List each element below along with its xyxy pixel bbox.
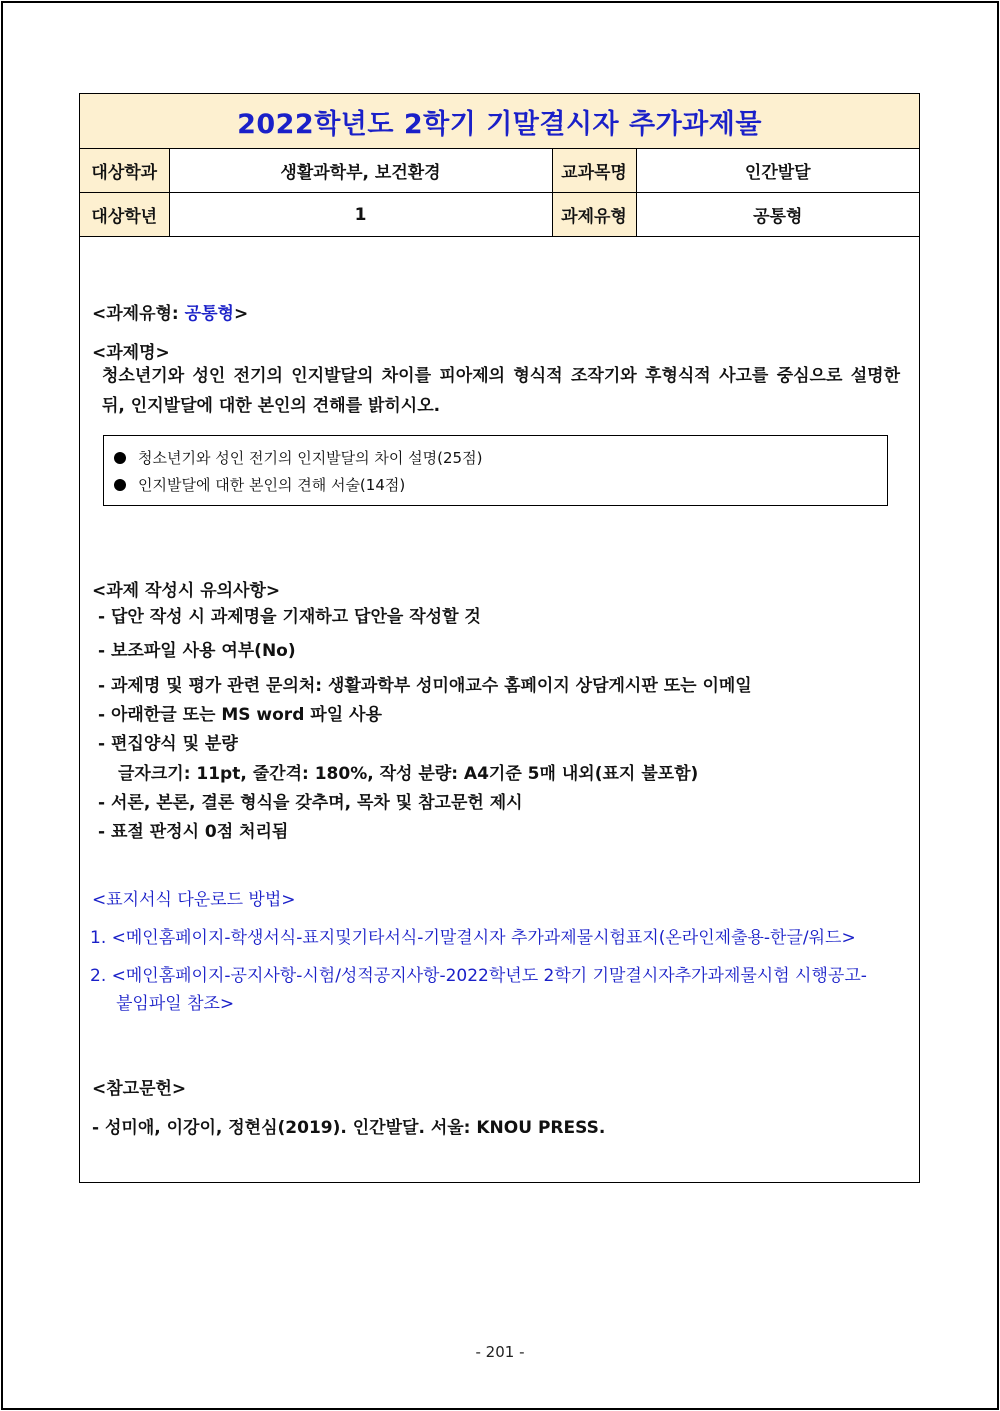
bullet-icon bbox=[114, 452, 126, 464]
download-step-2-cont: 붙임파일 참조> bbox=[116, 994, 235, 1014]
grade-label: 대상학년 bbox=[80, 193, 169, 237]
note-item: - 보조파일 사용 여부(No) bbox=[98, 641, 296, 661]
notes-heading: <과제 작성시 유의사항> bbox=[92, 581, 281, 601]
type-section-suffix: > bbox=[233, 304, 249, 324]
note-item: - 과제명 및 평가 관련 문의처: 생활과학부 성미애교수 홈페이지 상담게시판 또는 이메일 bbox=[98, 676, 752, 696]
document-title: 2022학년도 2학기 기말결시자 추가과제물 bbox=[80, 94, 919, 149]
type-label: 과제유형 bbox=[552, 193, 636, 237]
note-item: - 아래한글 또는 MS word 파일 사용 bbox=[98, 705, 382, 725]
bullet-icon bbox=[114, 479, 126, 491]
department-value: 생활과학부, 보건환경 bbox=[169, 149, 552, 193]
course-value: 인간발달 bbox=[636, 149, 919, 193]
task-item: 청소년기와 성인 전기의 인지발달의 차이 설명(25점) bbox=[114, 447, 482, 468]
reference-item: - 성미애, 이강이, 정현심(2019). 인간발달. 서울: KNOU PRESS. bbox=[92, 1118, 606, 1138]
task-items-box bbox=[103, 435, 888, 506]
header-table bbox=[80, 94, 919, 237]
course-label: 교과목명 bbox=[552, 149, 636, 193]
type-section-value: 공통형 bbox=[184, 304, 234, 324]
note-item: - 답안 작성 시 과제명을 기재하고 답안을 작성할 것 bbox=[98, 607, 481, 627]
grade-value: 1 bbox=[169, 193, 552, 237]
download-step-1: 1. <메인홈페이지-학생서식-표지및기타서식-기말결시자 추가과제물시험표지(온라인제출용-한글/워드> bbox=[90, 928, 856, 948]
download-heading: <표지서식 다운로드 방법> bbox=[92, 890, 296, 910]
note-item: - 서론, 본론, 결론 형식을 갖추며, 목차 및 참고문헌 제시 bbox=[98, 793, 523, 813]
type-section-prefix: <과제유형: bbox=[92, 304, 185, 324]
note-subitem: 글자크기: 11pt, 줄간격: 180%, 작성 분량: A4기준 5매 내외(표지 불포함) bbox=[118, 764, 699, 784]
task-heading: <과제명> bbox=[92, 343, 170, 363]
note-item: - 편집양식 및 분량 bbox=[98, 734, 238, 754]
assignment-document bbox=[79, 93, 920, 1183]
type-value: 공통형 bbox=[636, 193, 919, 237]
task-item: 인지발달에 대한 본인의 견해 서술(14점) bbox=[114, 474, 405, 495]
department-label: 대상학과 bbox=[80, 149, 169, 193]
note-item: - 표절 판정시 0점 처리됨 bbox=[98, 822, 289, 842]
refs-heading: <참고문헌> bbox=[92, 1079, 187, 1099]
page-number: - 201 - bbox=[475, 1343, 525, 1361]
task-text: 청소년기와 성인 전기의 인지발달의 차이를 피아제의 형식적 조작기와 후형식적 사고를 중심으로 설명한 뒤, 인지발달에 대한 본인의 견해를 밝히시오. bbox=[102, 366, 900, 416]
download-step-2: 2. <메인홈페이지-공지사항-시험/성적공지사항-2022학년도 2학기 기말결시자추가과제물시험 시행공고- bbox=[90, 966, 867, 986]
type-section bbox=[92, 299, 248, 324]
